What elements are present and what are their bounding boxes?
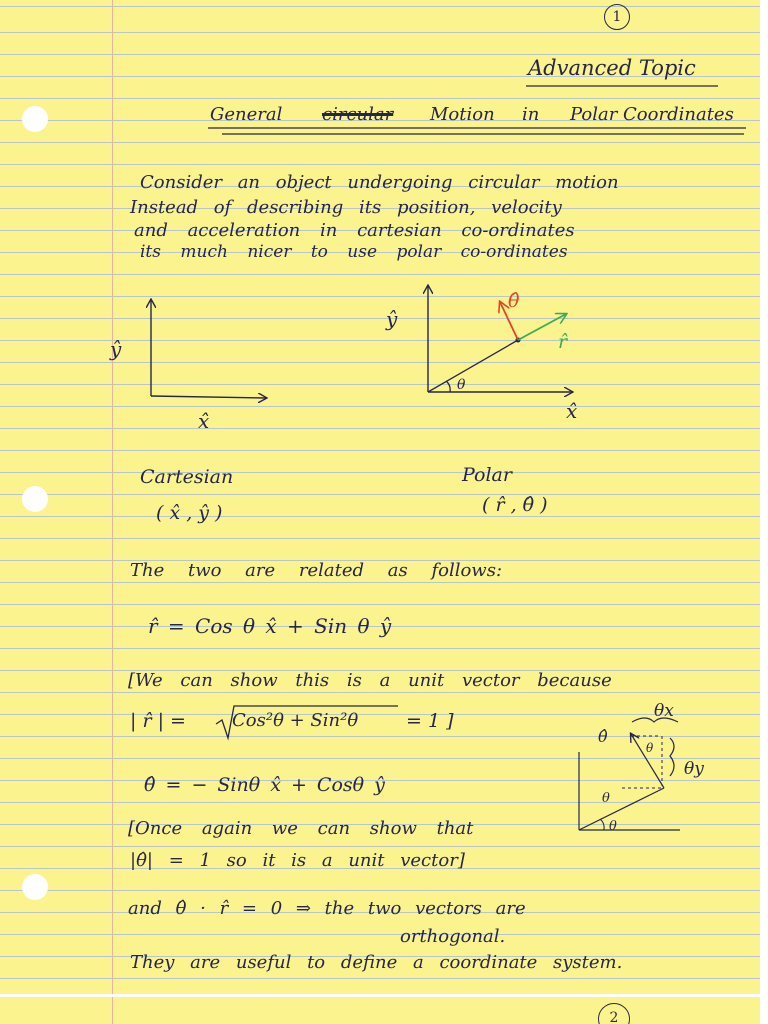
r-hat-label: r̂ — [558, 331, 568, 353]
theta-hat-label: θ̂ — [508, 290, 520, 312]
intro-line-2: Instead of describing its position, velocity — [130, 197, 562, 218]
conclusion-line: They are useful to define a coordinate system. — [130, 952, 623, 973]
polar-axes — [385, 286, 577, 423]
small-radius-line — [579, 788, 664, 830]
dot-product-line: and θ̂ · r̂ = 0 ⇒ the two vectors are — [128, 898, 526, 919]
polar-angle-label: θ — [457, 377, 466, 393]
small-angle-mid-label: θ — [602, 791, 610, 806]
once-again-line-2: |θ̂| = 1 so it is a unit vector] — [130, 850, 465, 871]
next-page-number: 2 — [598, 1003, 630, 1024]
next-page-margin-line — [112, 997, 113, 1024]
small-theta-x-label: θx — [654, 701, 674, 721]
title-word-general: General — [210, 104, 283, 125]
unit-note-line-2-root: Cos²θ + Sin²θ — [232, 710, 359, 731]
cartesian-axes — [109, 300, 266, 433]
cartesian-basis: ( x̂ , ŷ ) — [156, 502, 223, 524]
unit-note-line-2-left: | r̂ | = — [130, 710, 186, 732]
orthogonal-word: orthogonal. — [400, 926, 506, 947]
small-theta-hat-label: θ̂ — [598, 727, 608, 746]
intro-line-3: and acceleration in cartesian co-ordinates — [134, 220, 575, 241]
polar-angle-arc — [446, 381, 450, 392]
small-angle-base-label: θ — [609, 819, 617, 834]
small-brace-right — [670, 738, 674, 776]
polar-radius-line — [428, 340, 518, 392]
title-polar-coordinates: Polar Coordinates — [570, 104, 734, 125]
equation-r-hat: r̂ = Cos θ x̂ + Sin θ ŷ — [148, 614, 392, 638]
equation-theta-hat: θ̂ = − Sinθ x̂ + Cosθ ŷ — [144, 774, 385, 796]
small-angle-arc — [600, 819, 604, 830]
cartesian-x-axis — [151, 396, 266, 398]
relation-intro: The two are related as follows: — [130, 560, 503, 581]
small-theta-y-label: θy — [684, 759, 704, 779]
once-again-line-1: [Once again we can show that — [128, 818, 474, 839]
heading: Advanced Topic — [528, 56, 696, 80]
title-crossed-out-word: circular — [322, 104, 394, 125]
title-word-in: in — [522, 104, 540, 125]
cartesian-name: Cartesian — [140, 466, 234, 488]
polar-basis: ( r̂ , θ̂ ) — [482, 494, 548, 516]
unit-note-line-2-right: = 1 ] — [406, 710, 454, 732]
cartesian-x-label: x̂ — [198, 409, 210, 433]
unit-note-line-1: [We can show this is a unit vector because — [128, 670, 612, 691]
title-word-motion: Motion — [430, 104, 495, 125]
polar-x-label: x̂ — [566, 399, 578, 423]
polar-y-label: ŷ — [386, 307, 398, 331]
intro-line-1: Consider an object undergoing circular motion — [140, 172, 619, 193]
small-angle-inner-label: θ — [646, 741, 654, 755]
next-page-edge — [0, 997, 760, 1024]
cartesian-y-label: ŷ — [110, 337, 122, 361]
small-vector-diagram — [579, 701, 704, 834]
page-number: 1 — [612, 9, 622, 25]
polar-name: Polar — [462, 464, 512, 486]
intro-line-4: its much nicer to use polar co-ordinates — [140, 242, 568, 262]
